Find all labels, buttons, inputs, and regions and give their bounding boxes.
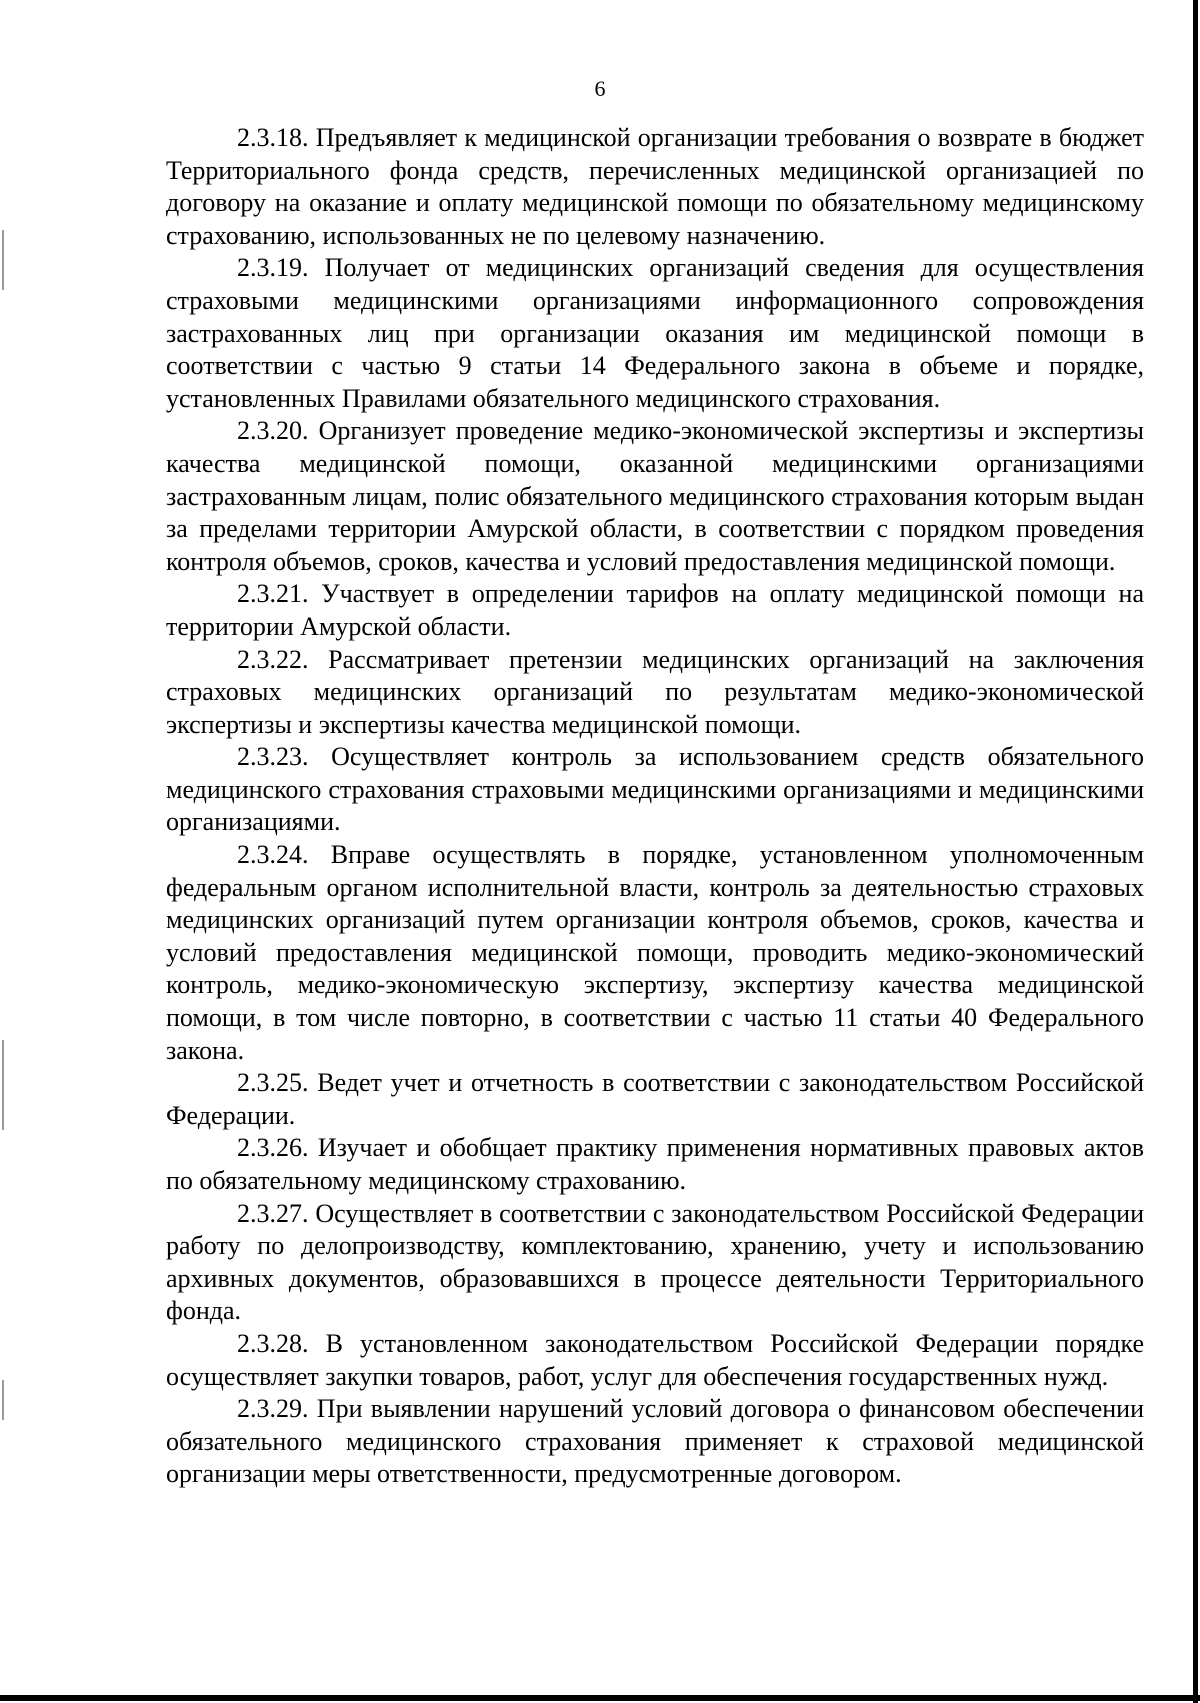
page-number: 6 — [594, 76, 606, 101]
document-body — [166, 122, 1144, 1491]
paragraph-2-3-18: 2.3.18. Предъявляет к медицинской организации требования о возврате в бюджет Территориального фонда средств, перечисленных медицинской организацией по договору на оказание и оплату медицинской помощи по обязательному медицинскому страхованию, использованных не по целевому назначению. — [166, 123, 1144, 250]
paragraph-2-3-21: 2.3.21. Участвует в определении тарифов на оплату медицинской помощи на территории Амурской области. — [166, 579, 1144, 641]
scan-left-edge-mark — [2, 1380, 4, 1420]
scan-left-edge-mark — [2, 1040, 4, 1130]
paragraph-2-3-27: 2.3.27. Осуществляет в соответствии с законодательством Российской Федерации работу по делопроизводству, комплектованию, хранению, учету и использованию архивных документов, образовавшихся в процессе деятельности Территориального фонда. — [166, 1198, 1144, 1326]
paragraph-2-3-20: 2.3.20. Организует проведение медико-экономической экспертизы и экспертизы качества медицинской помощи, оказанной медицинскими организациями застрахованным лицам, полис обязательного медицинского страхования которым выдан за пределами территории Амурской области, в соответствии с порядком проведения контроля объемов, сроков, качества и условий предоставления медицинской помощи. — [166, 416, 1144, 576]
paragraph-2-3-28: 2.3.28. В установленном законодательством Российской Федерации порядке осуществляет закупки товаров, работ, услуг для обеспечения государственных нужд. — [166, 1328, 1144, 1391]
paragraph-2-3-24: 2.3.24. Вправе осуществлять в порядке, установленном уполномоченным федеральным органом исполнительной власти, контроль за деятельностью страховых медицинских организаций путем организации контроля объемов, сроков, качества и условий предоставления медицинской помощи, проводить медико-экономический контроль, медико-экономическую экспертизу, экспертизу качества медицинской помощи, в том числе повторно, в соответствии с частью 11 статьи 40 Федерального закона. — [166, 840, 1144, 1065]
paragraph-2-3-26: 2.3.26. Изучает и обобщает практику применения нормативных правовых актов по обязательному медицинскому страхованию. — [166, 1133, 1144, 1195]
paragraph-2-3-19: 2.3.19. Получает от медицинских организаций сведения для осуществления страховыми медицинскими организациями информационного сопровождения застрахованных лиц при организации оказания им медицинской помощи в соответствии с частью 9 статьи 14 Федерального закона в объеме и порядке, установленных Правилами обязательного медицинского страхования. — [166, 253, 1144, 413]
scan-right-edge — [1193, 0, 1198, 1703]
paragraph-2-3-22: 2.3.22. Рассматривает претензии медицинских организаций на заключения страховых медицинских организаций по результатам медико-экономической экспертизы и экспертизы качества медицинской помощи. — [166, 644, 1144, 739]
paragraph-2-3-25: 2.3.25. Ведет учет и отчетность в соответствии с законодательством Российской Федерации. — [166, 1068, 1144, 1130]
scan-bottom-edge — [0, 1695, 1200, 1701]
scan-left-edge-mark — [2, 230, 4, 290]
paragraph-2-3-29: 2.3.29. При выявлении нарушений условий договора о финансовом обеспечении обязательного медицинского страхования применяет к страховой медицинской организации меры ответственности, предусмотренные договором. — [166, 1394, 1144, 1489]
paragraph-2-3-23: 2.3.23. Осуществляет контроль за использованием средств обязательного медицинского страхования страховыми медицинскими организациями и медицинскими организациями. — [166, 742, 1144, 837]
